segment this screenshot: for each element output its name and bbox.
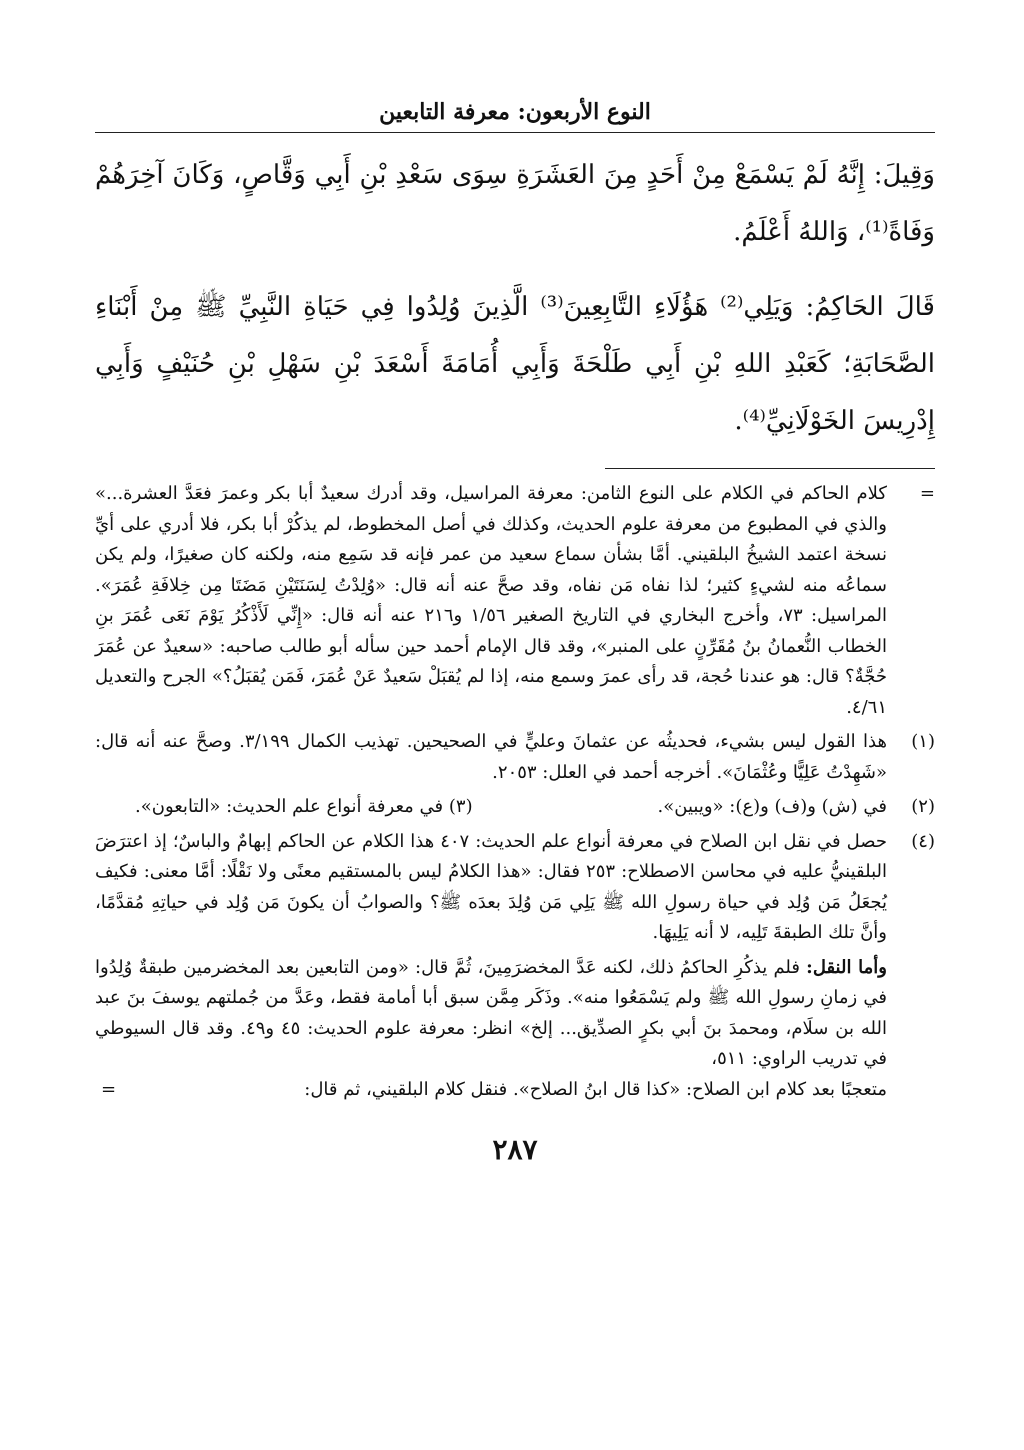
footnote-text: حصل في نقل ابن الصلاح في معرفة أنواع علم الحديث: ٤٠٧ هذا الكلام عن الحاكم إبهامٌ والباسٌ؛ إذ اعترَضَ البلقينيُّ عليه في محاسن الاصطلاح: ٢٥٣ فقال: «هذا الكلامُ ليس بالمستقيم معنًى ولا نَقْلًا: أمَّا معنى: فكيف يُجعَلُ مَن وُلِد في حياة رسولِ الله ﷺ يَلِي مَن وُلِدَ بعدَه ﷺ؟ والصوابُ أن يكونَ مَن وُلِد في حياتِهِ مُقدَّمًا، وأنَّ تلك الطبقةَ تَلِيه، لا أنه يَلِيهَا. <box>95 830 887 943</box>
naql-label: وأما النقل: <box>806 956 887 978</box>
footnotes <box>95 479 935 1105</box>
main-paragraph-1: وَقِيلَ: إِنَّهُ لَمْ يَسْمَعْ مِنْ أَحَدٍ مِنَ العَشَرَةِ سِوَى سَعْدِ بْنِ أَبِي وَقَّاصٍ، وَكَانَ آخِرَهُمْ وَفَاةً⁽¹⁾، وَاللهُ أَعْلَمُ. <box>95 160 935 247</box>
footnote-2 <box>658 792 935 823</box>
main-text <box>95 147 935 450</box>
footnote-text: كلام الحاكم في الكلام على النوع الثامن: معرفة المراسيل، وقد أدرك سعيدٌ أبا بكر وعمرَ فعَدَّ العشرة...» والذي في المطبوع من معرفة علوم الحديث، وكذلك في أصل المخطوط، لم يذكُرْ أبا بكر، فلا أدري على أيِّ نسخة اعتمد الشيخُ البلقيني. أمَّا بشأن سماع سعيد من عمر فإنه قد سَمِع منه، ولكنه كان صغيرًا، ولم يكن سماعُه منه لشيءٍ كثير؛ لذا نفاه مَن نفاه، وقد صحَّ عنه أنه قال: «وُلِدْتُ لِسَنَتَيْنِ مَضَتَا مِن خِلافَةِ عُمَرَ». المراسيل: ٧٣، وأخرج البخاري في التاريخ الصغير ١/٥٦ و٢١٦ عنه أنه قال: «إِنِّي لَأَذْكُرُ يَوْمَ نَعَى عُمَرَ بنِ الخطاب النُّعمانُ بنُ مُقَرِّنٍ على المنبر»، وقد قال الإمام أحمد حين سأله أبو طالب صاحبه: «سعيدٌ عن عُمَرَ حُجَّةٌ؟ قال: هو عندنا حُجة، قد رأى عمرَ وسمع منه، إذا لم يُقبَلْ سَعيدٌ عَنْ عُمَرَ، فَمَن يُقبَلُ؟» الجرح والتعديل ٤/٦١. <box>95 483 888 718</box>
book-page <box>95 92 935 1166</box>
last-line <box>95 1075 887 1106</box>
footnote-3 <box>95 792 473 823</box>
continued-mark: = <box>101 1078 117 1100</box>
footnote-1 <box>95 727 935 788</box>
footnote-4-continued <box>95 953 887 1106</box>
footnote-mark: (٤) <box>911 830 935 852</box>
continuation-mark: = <box>919 483 935 504</box>
footnotes-2-3 <box>95 792 935 827</box>
naql-text: فلم يذكُرِ الحاكمُ ذلك، لكنه عَدَّ المخضرَمِينَ، ثُمَّ قال: «ومن التابعين بعد المخضرمين طبقةٌ وُلِدُوا في زمانِ رسولِ الله ﷺ ولم يَسْمَعُوا منه». وذَكَر مِمَّن سبق أبا أمامة فقط، وعَدَّ من جُملتهم يوسفَ بنَ عبد الله بن سلَام، ومحمدَ بنَ أبي بكرٍ الصدِّيق... إلخ» انظر: معرفة علوم الحديث: ٤٥ و٤٩. وقد قال السيوطي في تدريب الراوي: ٥١١، <box>95 956 887 1069</box>
running-title: النوع الأربعون: معرفة التابعين <box>379 99 651 125</box>
footnote-mark: (٢) <box>911 796 935 817</box>
footnote-text: في (ش) و(ف) و(ع): «ويبين». <box>657 796 887 817</box>
page-number: ٢٨٧ <box>492 1133 538 1166</box>
footnote-mark: (١) <box>911 731 935 752</box>
main-paragraph-2: قَالَ الحَاكِمُ: وَيَلِي⁽²⁾ هَؤُلَاءِ التَّابِعِينَ⁽³⁾ الَّذِينَ وُلِدُوا فِي حَيَاةِ النَّبِيِّ ﷺ مِنْ أَبْنَاءِ الصَّحَابَةِ؛ كَعَبْدِ اللهِ بْنِ أَبِي طَلْحَةَ وَأَبِي أُمَامَةَ أَسْعَدَ بْنِ سَهْلِ بْنِ حُنَيْفٍ وَأَبِي إِدْرِيسَ الخَوْلَانِيِّ⁽⁴⁾. <box>95 292 935 436</box>
footnote-mark: (٣) <box>448 796 473 817</box>
footnote-4 <box>95 827 935 949</box>
footnote-separator <box>605 468 935 469</box>
footnote-continuation <box>95 479 935 723</box>
footnote-text: في معرفة أنواع علم الحديث: «التابعون». <box>135 796 444 817</box>
footnote-text: هذا القول ليس بشيء، فحديثُه عن عثمانَ وعليٍّ في الصحيحين. تهذيب الكمال ٣/١٩٩. وصحَّ عنه أنه قال: «شَهِدْتُ عَلِيًّا وعُثْمَانَ». أخرجه أحمد في العلل: ٢٠٥٣. <box>95 731 887 783</box>
header-rule <box>95 132 935 133</box>
last-line-text: متعجبًا بعد كلام ابن الصلاح: «كذا قال ابنُ الصلاح». فنقل كلام البلقيني، ثم قال: <box>304 1078 887 1100</box>
